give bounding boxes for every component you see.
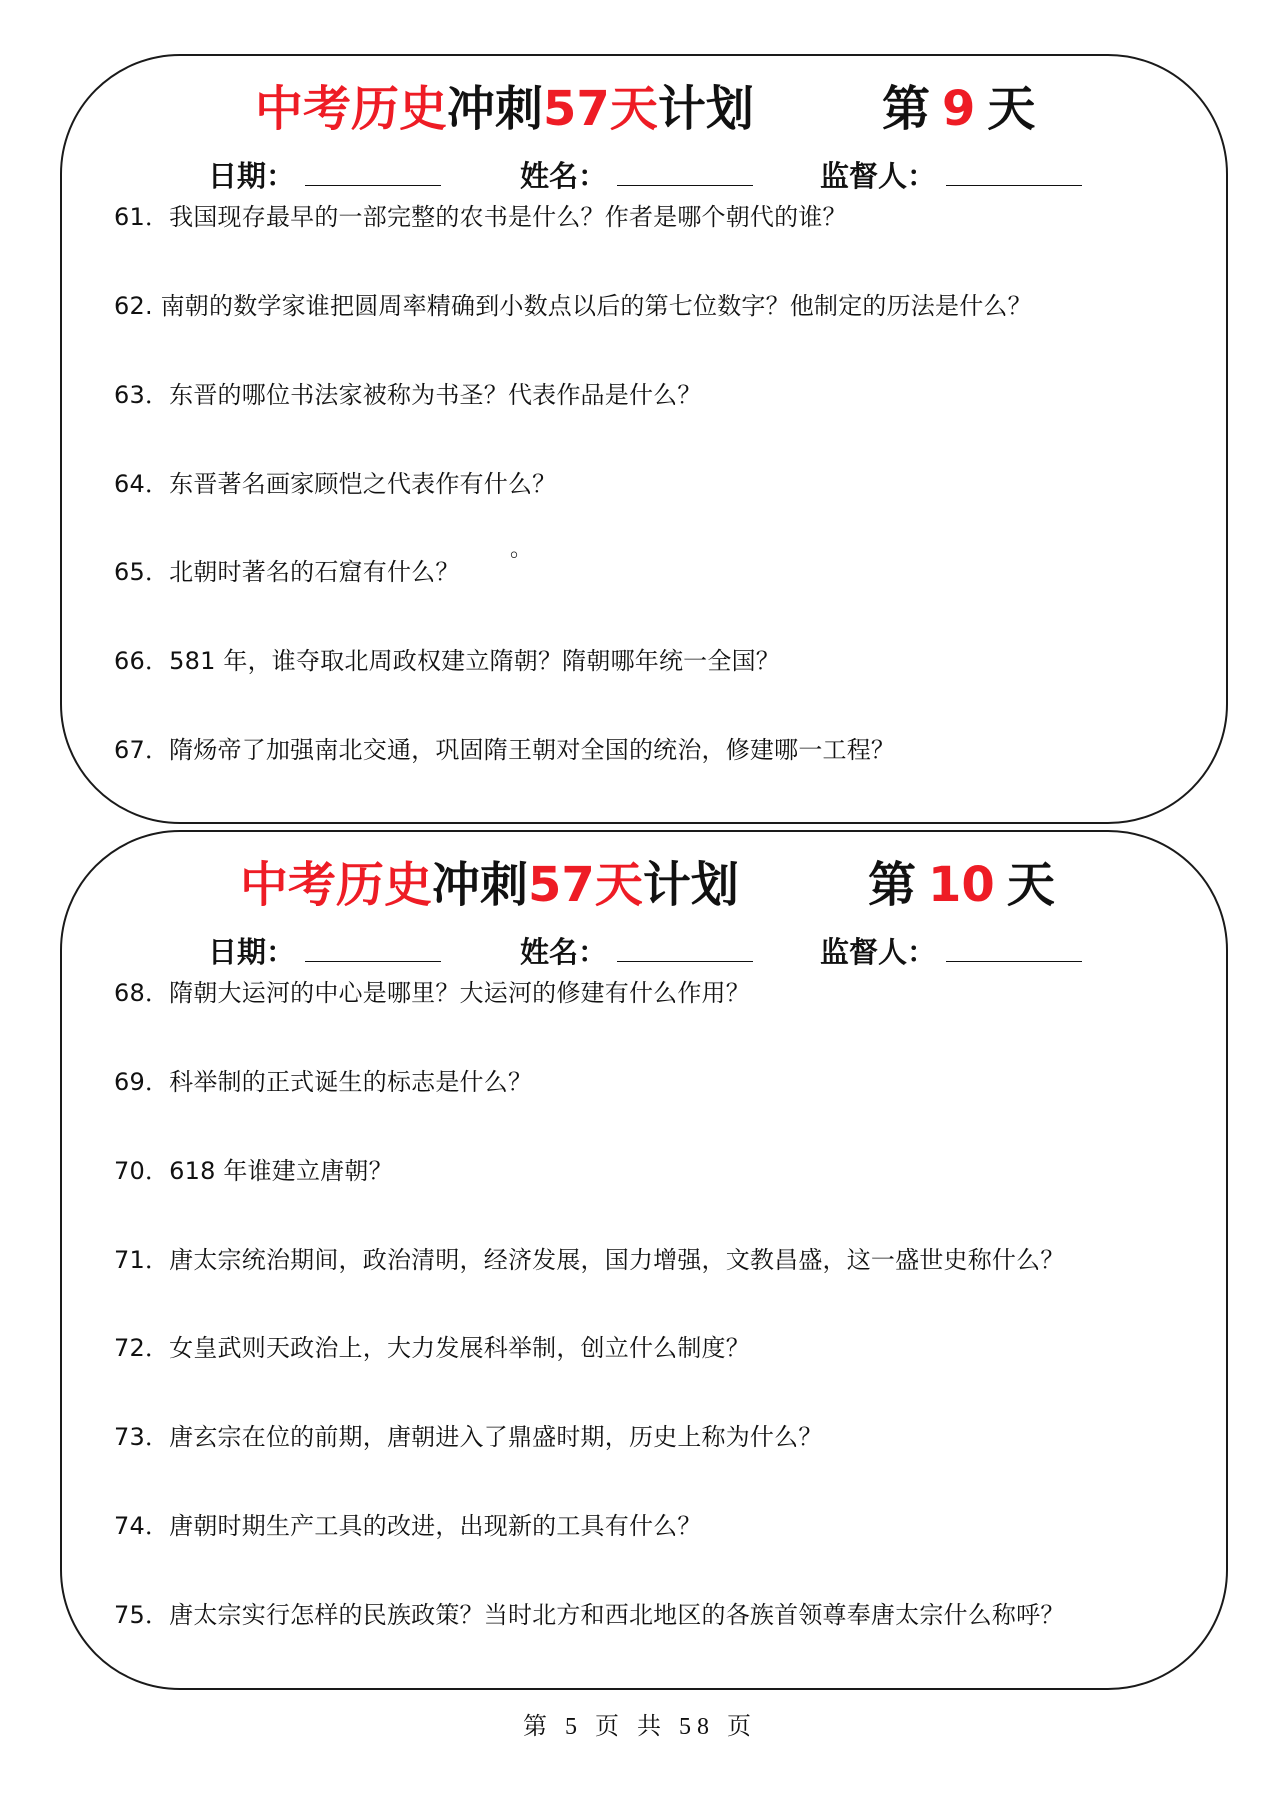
question-66: 66．581 年，谁夺取北周政权建立隋朝？隋朝哪年统一全国？ (114, 647, 780, 675)
question-73: 73．唐玄宗在位的前期，唐朝进入了鼎盛时期，历史上称为什么？ (114, 1423, 823, 1451)
question-65: 65．北朝时著名的石窟有什么？ (114, 558, 460, 586)
stray-mark: 。 (510, 537, 533, 562)
name-blank[interactable] (617, 155, 753, 186)
question-71: 71．唐太宗统治期间，政治清明，经济发展，国力增强，文教昌盛，这一盛世史称什么？ (114, 1246, 1065, 1274)
name-blank[interactable] (617, 931, 753, 962)
day-label: 第 10 天 (868, 857, 1055, 913)
question-72: 72．女皇武则天政治上，大力发展科举制，创立什么制度？ (114, 1334, 750, 1362)
date-field[interactable]: 日期： (208, 154, 441, 198)
info-fields (62, 930, 1226, 974)
question-68: 68．隋朝大运河的中心是哪里？大运河的修建有什么作用？ (114, 979, 750, 1007)
question-74: 74．唐朝时期生产工具的改进，出现新的工具有什么？ (114, 1512, 702, 1540)
question-62: 62. 南朝的数学家谁把圆周率精确到小数点以后的第七位数字？他制定的历法是什么？ (114, 292, 1032, 320)
date-field[interactable]: 日期： (208, 930, 441, 974)
question-67: 67．隋炀帝了加强南北交通，巩固隋王朝对全国的统治，修建哪一工程？ (114, 736, 896, 764)
question-69: 69．科举制的正式诞生的标志是什么？ (114, 1068, 533, 1096)
section-title (62, 850, 1226, 920)
supervisor-blank[interactable] (946, 931, 1082, 962)
question-61: 61．我国现存最早的一部完整的农书是什么？作者是哪个朝代的谁？ (114, 203, 847, 231)
supervisor-blank[interactable] (946, 155, 1082, 186)
info-fields (62, 154, 1226, 198)
section-title (62, 74, 1226, 144)
supervisor-field[interactable]: 监督人： (820, 930, 1082, 974)
date-blank[interactable] (305, 155, 441, 186)
name-field[interactable]: 姓名： (520, 154, 753, 198)
plan-title: 中考历史冲刺57天计划 (255, 81, 754, 137)
day-label: 第 9 天 (882, 81, 1036, 137)
date-blank[interactable] (305, 931, 441, 962)
question-75: 75．唐太宗实行怎样的民族政策？当时北方和西北地区的各族首领尊奉唐太宗什么称呼？ (114, 1601, 1065, 1629)
name-field[interactable]: 姓名： (520, 930, 753, 974)
question-63: 63．东晋的哪位书法家被称为书圣？代表作品是什么？ (114, 381, 702, 409)
question-64: 64．东晋著名画家顾恺之代表作有什么？ (114, 470, 557, 498)
question-70: 70．618 年谁建立唐朝？ (114, 1157, 393, 1185)
supervisor-field[interactable]: 监督人： (820, 154, 1082, 198)
plan-title: 中考历史冲刺57天计划 (240, 857, 739, 913)
page-footer: 第 5 页 共 58 页 (523, 1714, 757, 1740)
day-10-card (60, 830, 1228, 1690)
day-9-card (60, 54, 1228, 824)
